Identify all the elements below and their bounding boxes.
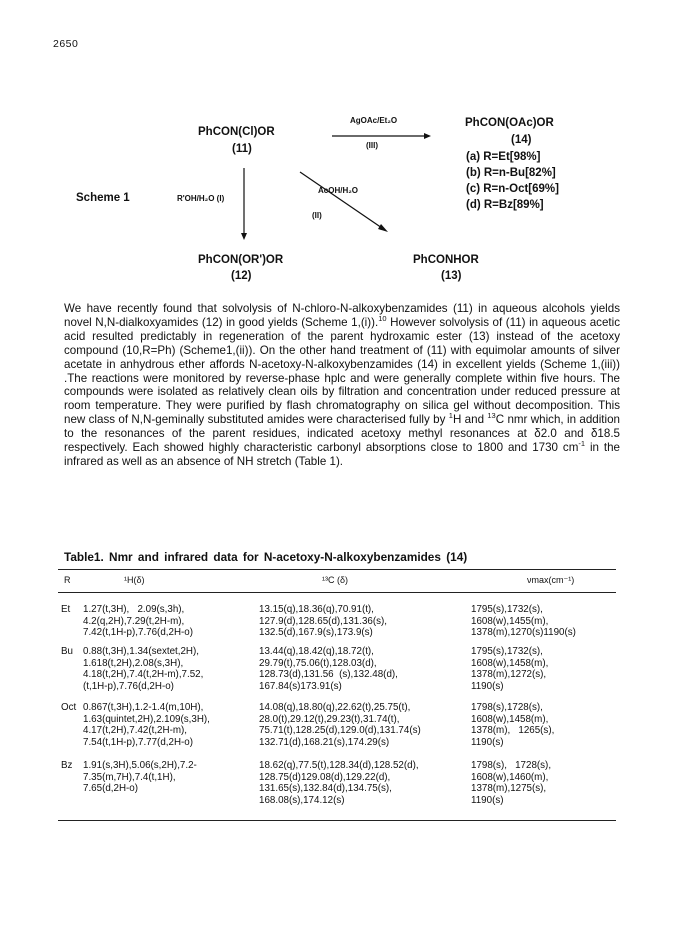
sup-1h: 1 (448, 411, 453, 421)
body-paragraph (64, 302, 620, 469)
body-text-3: H and (452, 413, 488, 427)
scheme-arrows (0, 0, 681, 300)
cell-13c-bz: 18.62(q),77.5(t),128.34(d),128.52(d), 128.75(d)129.08(d),129.22(d), 131.65(s),132.84(d),134.75(s), 168.08(s),174.12(s) (259, 760, 419, 806)
reagent-ii: AcOH/H₂O (318, 186, 359, 195)
cell-ir-bu: 1795(s),1732(s), 1608(w),1458(m), 1378(m),1272(s), 1190(s) (471, 646, 549, 692)
cell-13c-bu: 13.44(q),18.42(q),18.72(t), 29.79(t),75.06(t),128.03(d), 128.73(d),131.56 (s),132.48(d), 167.84(s)173.91(s) (259, 646, 398, 692)
product-14-item-a: (a) R=Et[98%] (466, 151, 541, 163)
header-1h: ¹H(δ) (124, 575, 145, 585)
header-r: R (64, 575, 71, 585)
cell-13c-et: 13.15(q),18.36(q),70.91(t), 127.9(d),128.65(d),131.36(s), 132.5(d),167.9(s),173.9(s) (259, 604, 387, 639)
step-ii: (II) (312, 211, 322, 220)
sup-cm-1: -1 (578, 439, 586, 449)
start-formula: PhCON(Cl)OR (198, 126, 275, 138)
row-label-oct: Oct (61, 702, 77, 713)
product-14-item-b: (b) R=n-Bu[82%] (466, 167, 556, 179)
body-text-5: in the infrared as well as an absence of NH stretch (Table 1). (64, 441, 620, 468)
header-ir: νmax(cm⁻¹) (527, 575, 575, 585)
cell-1h-bu: 0.88(t,3H),1.34(sextet,2H), 1.618(t,2H),2.08(s,3H), 4.18(t,2H),7.4(t,2H-m),7.52, (t,1H-p),7.76(d,2H-o) (83, 646, 204, 692)
reagent-i: R'OH/H₂O (I) (177, 194, 225, 203)
table-bottom-rule (58, 820, 616, 821)
product-12-number: (12) (231, 270, 252, 282)
cell-ir-oct: 1798(s),1728(s), 1608(w),1458(m), 1378(m), 1265(s), 1190(s) (471, 702, 555, 748)
cell-1h-bz: 1.91(s,3H),5.06(s,2H),7.2- 7.35(m,7H),7.4(t,1H), 7.65(d,2H-o) (83, 760, 197, 795)
row-label-bu: Bu (61, 646, 73, 657)
header-13c: ¹³C (δ) (322, 575, 348, 585)
cell-ir-bz: 1798(s), 1728(s), 1608(w),1460(m), 1378(m),1275(s), 1190(s) (471, 760, 552, 806)
scheme-label: Scheme 1 (76, 192, 130, 204)
cell-ir-et: 1795(s),1732(s), 1608(w),1455(m), 1378(m),1270(s)1190(s) (471, 604, 576, 639)
cell-1h-et: 1.27(t,3H), 2.09(s,3h), 4.2(q,2H),7.29(t,2H-m), 7.42(t,1H-p),7.76(d,2H-o) (83, 604, 193, 639)
body-text-1: We have recently found that solvolysis of N-chloro-N-alkoxybenzamides (11) in aqueous alcohols yields novel N,N-dialkoxyamides (12) in good yields (Scheme 1,(i)). (64, 302, 620, 329)
product-12-formula: PhCON(OR')OR (198, 254, 284, 266)
page-number: 2650 (53, 38, 79, 50)
cell-1h-oct: 0.867(t,3H),1.2-1.4(m,10H), 1.63(quintet,2H),2.109(s,3H), 4.17(t,2H),7.42(t,2H-m), 7.54(t,1H-p),7.77(d,2H-o) (83, 702, 210, 748)
sup-13c: 13 (487, 411, 496, 421)
product-14-item-c: (c) R=n-Oct[69%] (466, 183, 559, 195)
table-caption: Table1. Nmr and infrared data for N-acetoxy-N-alkoxybenzamides (14) (64, 550, 468, 564)
product-14-number: (14) (511, 134, 532, 146)
table-header-rule (58, 592, 616, 593)
step-iii: (III) (366, 141, 378, 150)
cell-13c-oct: 14.08(q),18.80(q),22.62(t),25.75(t), 28.0(t),29.12(t),29.23(t),31.74(t), 75.71(t),128.25(d),129.0(d),131.74(s) 132.71(d),168.21(s),174.29(s) (259, 702, 421, 748)
start-compound-number: (11) (232, 143, 252, 155)
row-label-et: Et (61, 604, 71, 615)
product-13-number: (13) (441, 270, 462, 282)
product-14-item-d: (d) R=Bz[89%] (466, 199, 544, 211)
product-14-formula: PhCON(OAc)OR (465, 117, 554, 129)
table-top-rule (58, 569, 616, 570)
reference-10: 10 (378, 314, 387, 324)
reagent-iii: AgOAc/Et₂O (350, 116, 398, 125)
body-text-4: C nmr which, in addition to the resonances of the parent residues, indicated acetoxy methyl resonances at δ2.0 and δ18.5 respectively. Each showed highly characteristic carbonyl absorptions close to 1800 and 1730 cm (64, 413, 620, 455)
body-text-2: However solvolysis of (11) in aqueous acetic acid resulted predictably in regeneration of the parent hydroxamic ester (13) instead of the acetoxy compound (10,R=Ph) (Scheme1,(ii)). On the other hand treatment of (11) with equimolar amounts of silver acetate in anhydrous ether affords N-acetoxy-N-alkoxybenzamides (14) in excellent yields (Scheme 1,(iii)) .The reactions were monitored by reverse-phase hplc and were generally complete within five hours. The compounds were isolated as relatively clean oils by filtration and concentration under reduced pressure at room temperature. They were purified by flash chromatography on silica gel without decomposition. This new class of N,N-geminally substituted amides were characterised fully by (64, 315, 620, 427)
product-13-formula: PhCONHOR (413, 254, 479, 266)
row-label-bz: Bz (61, 760, 73, 771)
